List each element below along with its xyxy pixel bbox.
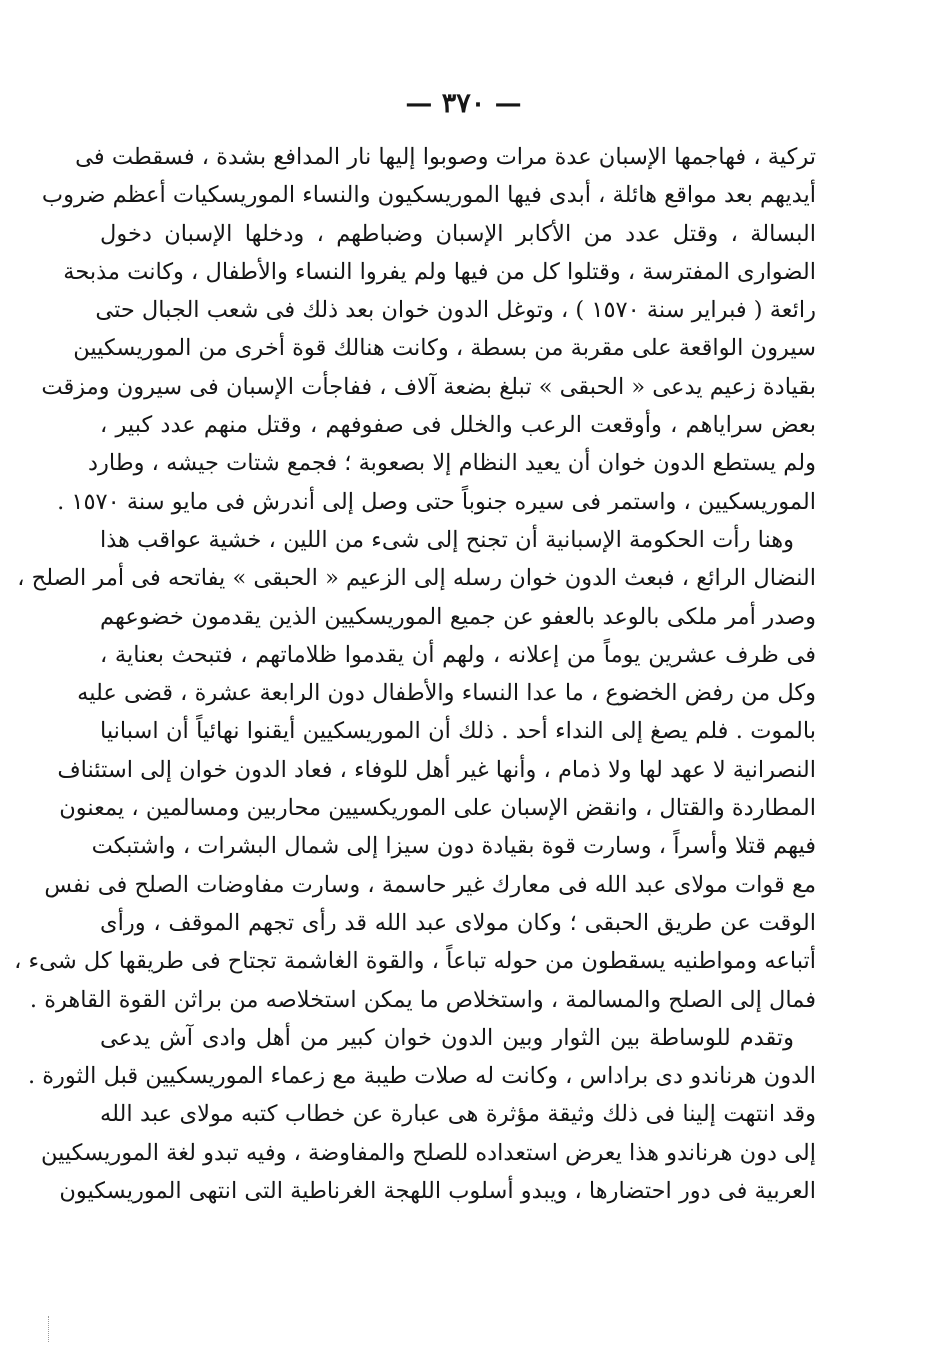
text-line: تركية ، فهاجمها الإسبان عدة مرات وصوبوا إليها نار المدافع بشدة ، فسقطت فى [75,144,816,170]
paragraph-end-line: الموريسكيين ، واستمر فى سيره جنوباً حتى وصل إلى أندرش فى مايو سنة ١٥٧٠ . [57,488,816,515]
text-line: البسالة ، وقتل عدد من الأكابر الإسبان وضباطهم ، ودخلها الإسبان دخول [100,220,816,247]
scan-speck-mark [48,1316,53,1342]
text-line: بقيادة زعيم يدعى « الحبقى » تبلغ بضعة آلاف ، ففاجأت الإسبان فى سيرون ومزقت [41,373,816,400]
text-line: النضال الرائع ، فبعث الدون خوان رسله إلى الزعيم « الحبقى » يفاتحه فى أمر الصلح ، [17,565,816,592]
text-line: وكل من رفض الخضوع ، ما عدا النساء والأطفال دون الرابعة عشرة ، قضى عليه [77,680,816,707]
text-line: سيرون الواقعة على مقربة من بسطة ، وكانت هنالك قوة أخرى من الموريسكيين [73,335,816,362]
text-line: بالموت . فلم يصغ إلى النداء أحد . ذلك أن الموريسكيين أيقنوا نهائياً أن اسبانيا [100,718,816,745]
text-line: إلى دون هرناندو هذا يعرض استعداده للصلح والمفاوضة ، وفيه تبدو لغة الموريسكيين [40,1139,816,1166]
body-text [14,138,816,1210]
text-line: الدون هرناندو دى براداس ، وكانت له صلات طيبة مع زعماء الموريسكيين قبل الثورة . [27,1063,816,1090]
text-line: ولم يستطع الدون خوان أن يعيد النظام إلا بصعوبة ؛ فجمع شتات جيشه ، وطارد [88,450,816,477]
text-line: فيهم قتلا وأسراً ، وسارت قوة بقيادة دون سيزا إلى شمال البشرات ، واشتبكت [91,833,816,860]
paragraph-start-line: وهنا رأت الحكومة الإسبانية أن تجنح إلى شىء من اللين ، خشية عواقب هذا [100,526,794,553]
text-line: رائعة ( فبراير سنة ١٥٧٠ ) ، وتوغل الدون خوان بعد ذلك فى شعب الجبال حتى [95,297,816,324]
text-line: النصرانية لا عهد لها ولا ذمام ، وأنها غير أهل للوفاء ، فعاد الدون خوان إلى استئناف [57,756,816,783]
paragraph-start-line: وتقدم للوساطة بين الثوار وبين الدون خوان كبير من أهل وادى آش يدعى [100,1024,794,1051]
text-line: مع قوات مولاى عبد الله فى معارك غير حاسمة ، وسارت مفاوضات الصلح فى نفس [44,871,816,898]
text-line: بعض سراياهم ، وأوقعت الرعب والخلل فى صفوفهم ، وقتل منهم عدد كبير ، [100,412,816,439]
text-line: فى ظرف عشرين يوماً من إعلانه ، ولهم أن يقدموا ظلاماتهم ، فتبحث بعناية ، [100,641,816,668]
paragraph-end-line: فمال إلى الصلح والمسالمة ، واستخلاص ما يمكن استخلاصه من براثن القوة القاهرة . [29,986,816,1013]
text-line: وصدر أمر ملكى بالوعد بالعفو عن جميع الموريسكيين الذين يقدمون خضوعهم [100,603,816,630]
text-line: الضوارى المفترسة ، وقتلوا كل من فيها ولم يفروا النساء والأطفال ، وكانت مذبحة [63,258,816,285]
text-line: وقد انتهت إلينا فى ذلك وثيقة مؤثرة هى عبارة عن خطاب كتبه مولاى عبد الله [100,1101,816,1128]
text-line: الوقت عن طريق الحبقى ؛ وكان مولاى عبد الله قد رأى تجهم الموقف ، ورأى [100,909,816,936]
text-line: أيديهم بعد مواقع هائلة ، أبدى فيها الموريسكيون والنساء الموريسكيات أعظم ضروب [41,182,816,209]
text-line: أتباعه ومواطنيه يسقطون من حوله تباعاً ، والقوة الغاشمة تجتاح فى طريقها كل شىء ، [14,948,816,975]
text-line: العربية فى دور احتضارها ، ويبدو أسلوب اللهجة الغرناطية التى انتهى الموريسكيون [59,1178,816,1205]
page-number: — ٣٧٠ — [405,88,522,119]
text-line: المطاردة والقتال ، وانقض الإسبان على الموريكسيين محاربين ومسالمين ، يمعنون [59,795,816,822]
